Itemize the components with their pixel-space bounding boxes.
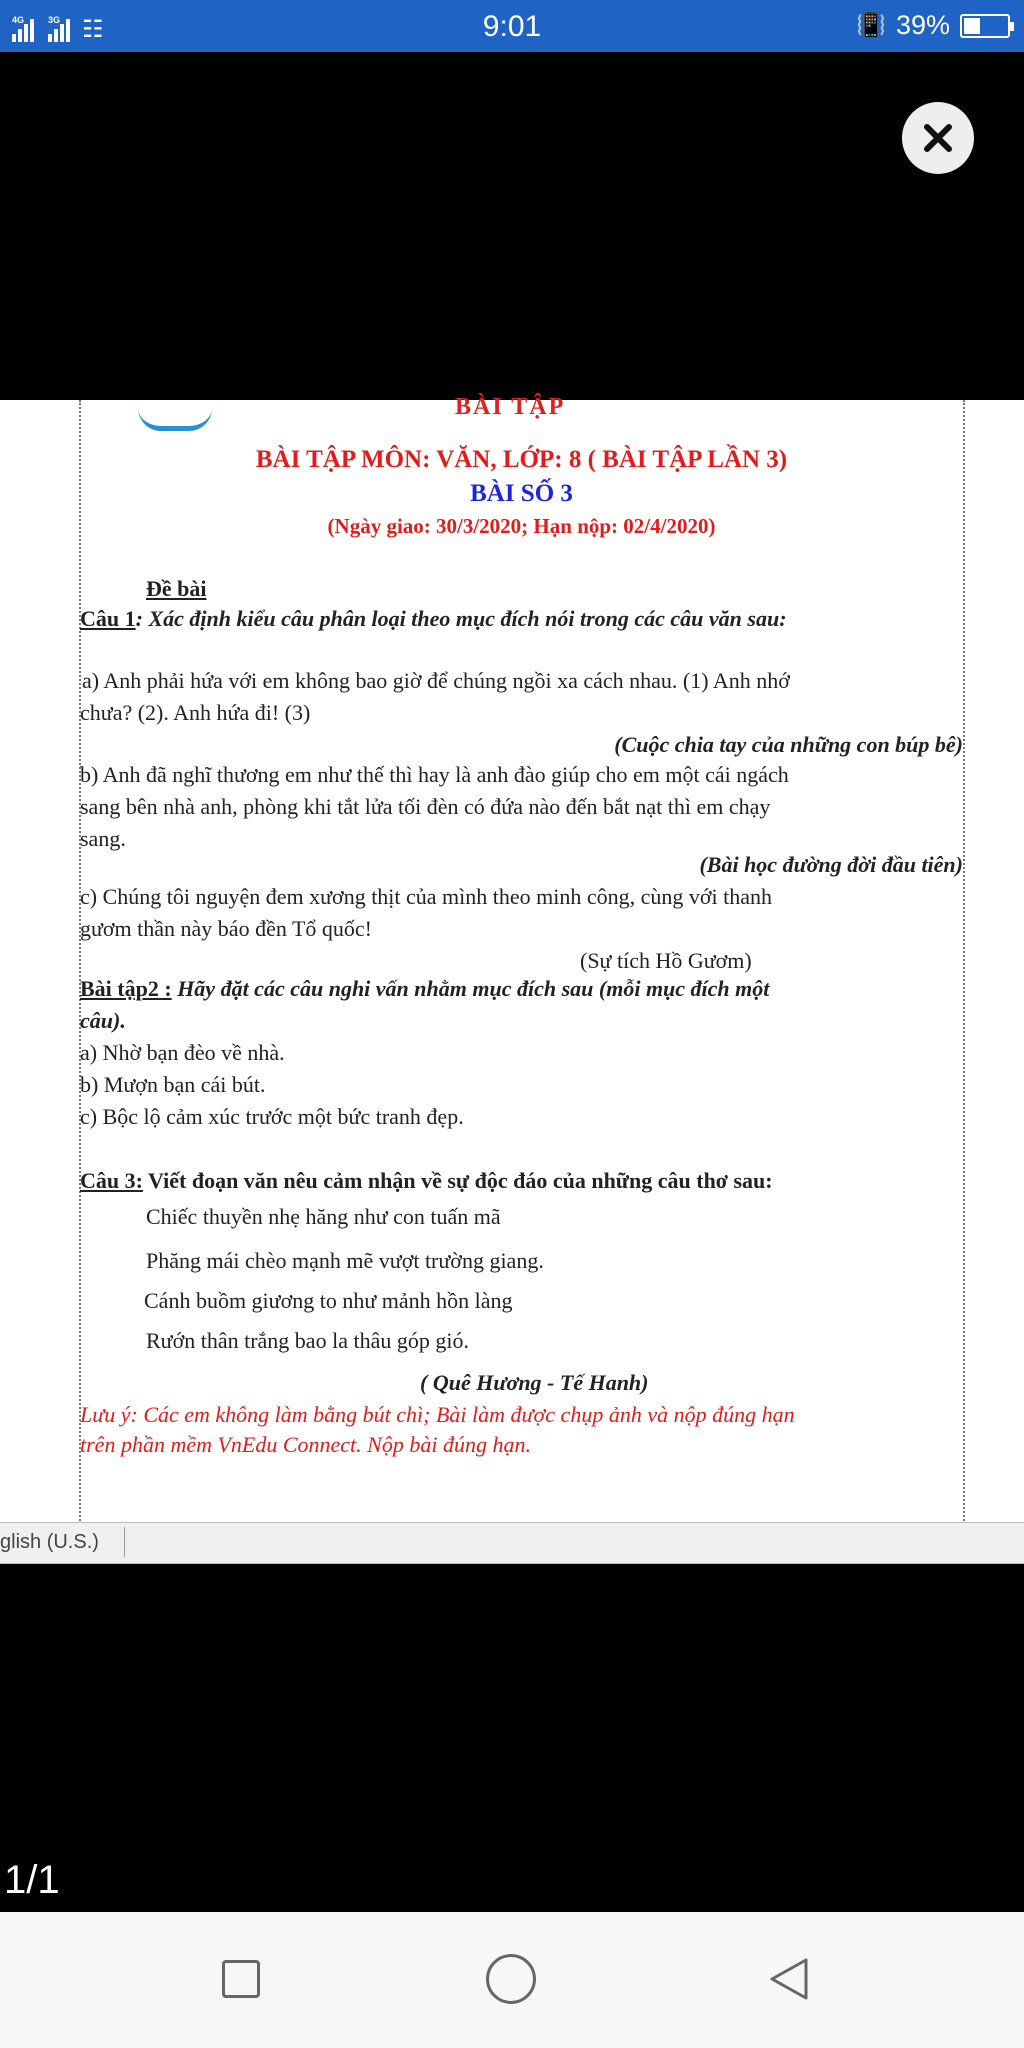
- page-margin-left: [79, 400, 81, 1524]
- doc-title: BÀI TẬP MÔN: VĂN, LỚP: 8 ( BÀI TẬP LẦN 3): [255, 446, 788, 473]
- poem-line-3: Cánh buồm giương to như mảnh hồn làng: [144, 1288, 513, 1313]
- question-1-text: : Xác định kiểu câu phân loại theo mục đích nói trong các câu văn sau:: [135, 606, 787, 631]
- item-b-line1: b) Anh đã nghĩ thương em như thế thì hay là anh đào giúp cho em một cái ngách: [80, 762, 789, 787]
- battery-icon: [960, 14, 1010, 38]
- exercise-2-b: b) Mượn bạn cái bút.: [80, 1072, 266, 1097]
- item-c-source: (Sự tích Hồ Gươm): [580, 948, 752, 973]
- status-divider: [124, 1527, 125, 1557]
- question-1: [80, 606, 787, 632]
- exercise-2: [80, 976, 769, 1002]
- battery-percent: 39%: [895, 10, 950, 40]
- poem-line-2: Phăng mái chèo mạnh mẽ vượt trường giang.: [146, 1248, 544, 1273]
- wifi-icon: ☷: [82, 16, 104, 43]
- document-status-bar: [0, 1522, 1024, 1564]
- network-type-label: 3G: [48, 15, 61, 25]
- exercise-2-c: c) Bộc lộ cảm xúc trước một bức tranh đẹp.: [80, 1104, 464, 1129]
- item-b-source: (Bài học đường đời đầu tiên): [699, 852, 963, 877]
- poem-line-1: Chiếc thuyền nhẹ hăng như con tuấn mã: [146, 1204, 501, 1229]
- page-margin-right: [963, 400, 965, 1524]
- school-logo: [138, 408, 212, 431]
- poem-source: ( Quê Hương - Tế Hanh): [420, 1370, 649, 1395]
- item-b-line3: sang.: [80, 826, 126, 851]
- vibrate-icon: 📳: [856, 12, 886, 39]
- page-counter: 1/1: [4, 1858, 60, 1902]
- item-c-line1: c) Chúng tôi nguyện đem xương thịt của mình theo minh công, cùng với thanh: [80, 884, 773, 909]
- item-a-source: (Cuộc chia tay của những con búp bê): [614, 732, 963, 757]
- note-line-2: trên phần mềm VnEdu Connect. Nộp bài đúng hạn.: [80, 1432, 531, 1457]
- doc-subtitle: BÀI SỐ 3: [470, 480, 573, 507]
- navigation-bar: [0, 1912, 1024, 2048]
- question-3-text: Viết đoạn văn nêu cảm nhận về sự độc đáo của những câu thơ sau:: [142, 1168, 773, 1193]
- item-c-line2: gươm thần này báo đền Tổ quốc!: [80, 916, 372, 941]
- home-button[interactable]: [486, 1954, 536, 2004]
- status-right-group: [856, 10, 1010, 41]
- back-button[interactable]: [766, 1956, 812, 2002]
- doc-dates: (Ngày giao: 30/3/2020; Hạn nộp: 02/4/2020): [327, 514, 716, 538]
- item-b-line2: sang bên nhà anh, phòng khi tắt lửa tối đèn có đứa nào đến bắt nạt thì em chạy: [80, 794, 771, 819]
- exercise-2-text-cont: câu).: [80, 1008, 126, 1033]
- poem-line-4: Rướn thân trắng bao la thâu góp gió.: [146, 1328, 469, 1353]
- exercise-2-a: a) Nhờ bạn đèo về nhà.: [80, 1040, 285, 1065]
- battery-level-fill: [964, 18, 980, 34]
- de-bai-heading: Đề bài: [146, 576, 207, 601]
- close-button[interactable]: [902, 102, 974, 174]
- status-time: 9:01: [482, 10, 542, 43]
- question-3-label: Câu 3:: [80, 1168, 143, 1193]
- language-indicator: glish (U.S.): [0, 1531, 99, 1553]
- recent-apps-button[interactable]: [222, 1960, 260, 1998]
- question-3: [80, 1168, 773, 1194]
- note-line-1: Lưu ý: Các em không làm bằng bút chì; Bài làm được chụp ảnh và nộp đúng hạn: [80, 1402, 795, 1427]
- doc-cut-header: BÀI TẬP: [455, 394, 566, 420]
- network-type-label: 4G: [12, 15, 25, 25]
- exercise-2-label: Bài tập2 :: [80, 976, 172, 1001]
- document-image[interactable]: [0, 400, 1024, 1524]
- status-bar: [0, 0, 1024, 52]
- item-a-line2: chưa? (2). Anh hứa đi! (3): [80, 700, 311, 725]
- close-icon: [920, 120, 956, 156]
- exercise-2-text: Hãy đặt các câu nghi vấn nhằm mục đích sau (mỗi mục đích một: [171, 976, 770, 1001]
- question-1-label: Câu 1: [80, 606, 136, 631]
- item-a-line1: a) Anh phải hứa với em không bao giờ để chúng ngồi xa cách nhau. (1) Anh nhớ: [82, 668, 790, 693]
